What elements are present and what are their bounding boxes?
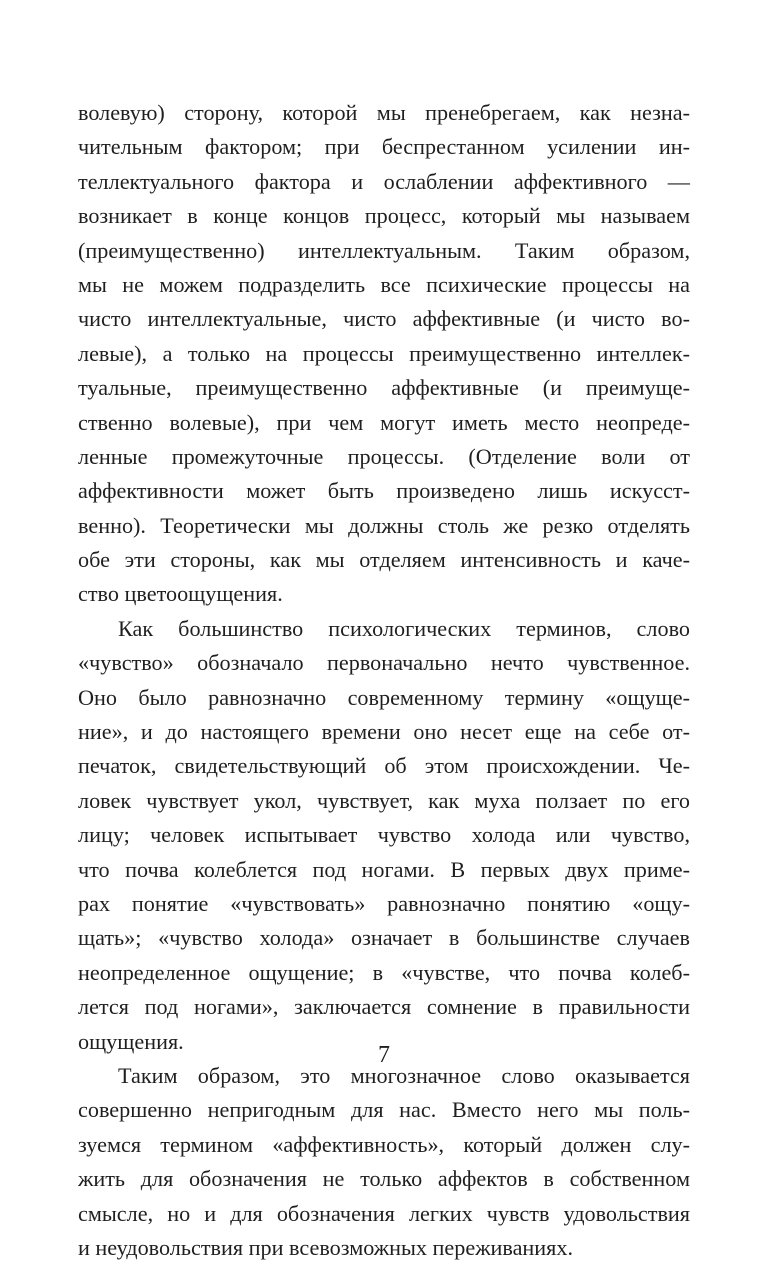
text-line: ощущения. bbox=[78, 1028, 184, 1054]
text-line: венно). Теоретически мы должны столь же резко отделять bbox=[78, 512, 690, 538]
text-line: ние», и до настоящего времени оно несет еще на себе от- bbox=[78, 719, 690, 745]
text-line: чисто интеллектуальные, чисто аффективные (и чисто во- bbox=[78, 306, 690, 332]
text-line: Таким образом, это многозначное слово оказывается bbox=[118, 1062, 690, 1088]
text-line: ловек чувствует укол, чувствует, как муха ползает по его bbox=[78, 787, 690, 813]
text-line: ленные промежуточные процессы. (Отделение воли от bbox=[78, 443, 690, 469]
text-line: обе эти стороны, как мы отделяем интенсивность и каче- bbox=[78, 547, 690, 573]
paragraph bbox=[78, 1059, 690, 1265]
text-line: что почва колеблется под ногами. В первых двух приме- bbox=[78, 856, 690, 882]
text-line: неопределенное ощущение; в «чувстве, что почва колеб- bbox=[78, 959, 690, 985]
text-line: туальные, преимущественно аффективные (и преимуще- bbox=[78, 375, 690, 401]
text-line: лицу; человек испытывает чувство холода или чувство, bbox=[78, 822, 690, 848]
text-line: ственно волевые), при чем могут иметь место неопреде- bbox=[78, 409, 690, 435]
paragraph bbox=[78, 612, 690, 1059]
page-number: 7 bbox=[378, 1042, 390, 1068]
paragraph bbox=[78, 96, 690, 612]
text-line: волевую) сторону, которой мы пренебрегаем, как незна- bbox=[78, 100, 690, 125]
text-line: чительным фактором; при беспрестанном усилении ин- bbox=[78, 134, 690, 160]
text-line: мы не можем подразделить все психические процессы на bbox=[78, 271, 690, 297]
text-line: левые), а только на процессы преимущественно интеллек- bbox=[78, 340, 690, 366]
text-line: щать»; «чувство холода» означает в большинстве случаев bbox=[78, 925, 690, 951]
text-line: (преимущественно) интеллектуальным. Таким образом, bbox=[78, 237, 690, 263]
text-line: возникает в конце концов процесс, который мы называем bbox=[78, 203, 690, 229]
text-line: Оно было равнозначно современному термину «ощуще- bbox=[78, 684, 690, 710]
text-line: рах понятие «чувствовать» равнозначно понятию «ощу- bbox=[78, 890, 690, 916]
text-line: и неудовольствия при всевозможных переживаниях. bbox=[78, 1234, 574, 1260]
text-line: теллектуального фактора и ослаблении аффективного — bbox=[78, 168, 690, 194]
text-line: Как большинство психологических терминов, слово bbox=[118, 615, 690, 641]
text-line: ство цветоощущения. bbox=[78, 581, 283, 607]
text-line: зуемся термином «аффективность», который должен слу- bbox=[78, 1131, 690, 1157]
text-line: лется под ногами», заключается сомнение в правильности bbox=[78, 994, 690, 1020]
text-line: «чувство» обозначало первоначально нечто чувственное. bbox=[78, 650, 690, 676]
page-body bbox=[78, 96, 690, 1265]
text-line: аффективности может быть произведено лишь искусст- bbox=[78, 478, 690, 504]
text-line: жить для обозначения не только аффектов в собственном bbox=[78, 1166, 690, 1192]
text-line: печаток, свидетельствующий об этом происхождении. Че- bbox=[78, 753, 690, 779]
text-line: совершенно непригодным для нас. Вместо него мы поль- bbox=[78, 1097, 690, 1123]
text-line: смысле, но и для обозначения легких чувств удовольствия bbox=[78, 1200, 690, 1226]
